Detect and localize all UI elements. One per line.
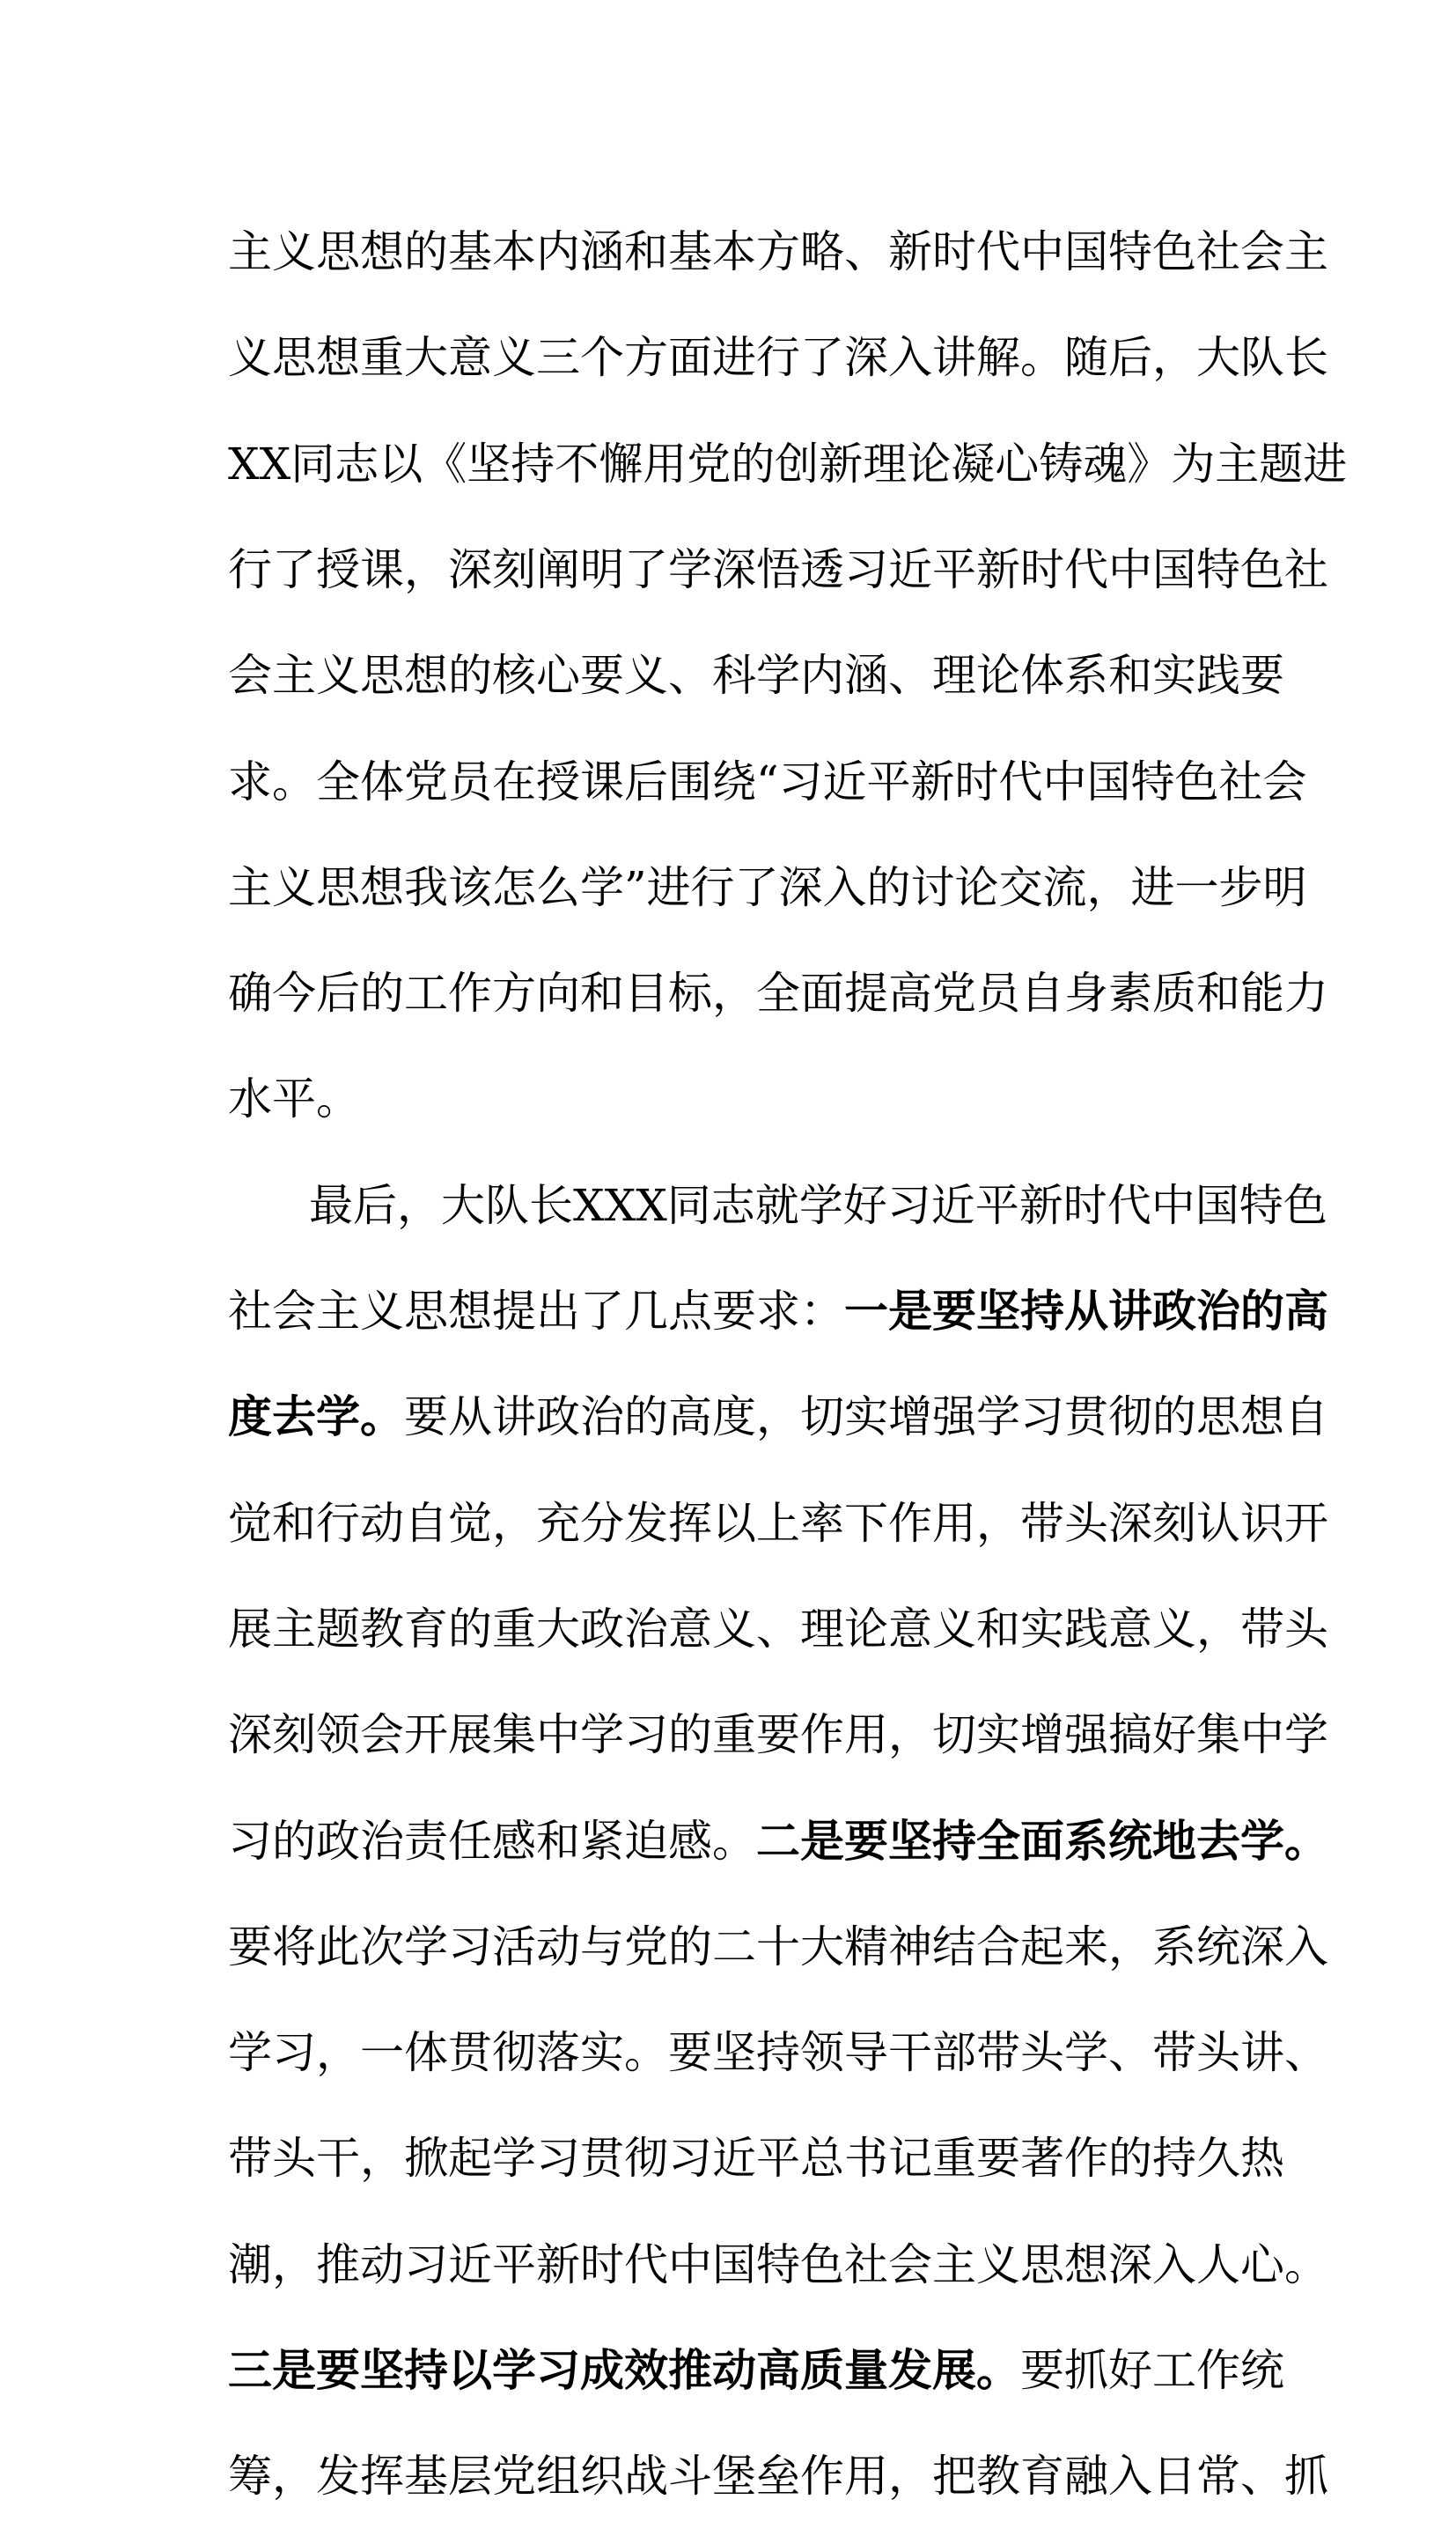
text-segment: 最后，大队长XXX同志就学好习近平新时代中国特色: [309, 1179, 1327, 1231]
text-segment: 社会主义思想提出了几点要求：: [228, 1286, 844, 1337]
text-segment: 主义思想的基本内涵和基本方略、新时代中国特色社会主: [228, 226, 1328, 277]
text-segment: 筹，发挥基层党组织战斗堡垒作用，把教育融入日常、抓: [228, 2451, 1328, 2503]
text-line: [228, 1364, 1328, 1470]
text-line: [228, 305, 1328, 410]
bold-text-segment: 三是要坚持以学习成效推动高质量发展。: [228, 2344, 1020, 2396]
text-segment: 义思想重大意义三个方面进行了深入讲解。随后，大队长: [228, 332, 1328, 384]
text-segment: 学习，一体贯彻落实。要坚持领导干部带头学、带头讲、: [228, 2027, 1328, 2079]
text-segment: 行了授课，深刻阐明了学深悟透习近平新时代中国特色社: [228, 543, 1328, 595]
bold-text-segment: 一是要坚持从讲政治的高: [844, 1285, 1328, 1337]
text-segment: 主义思想我该怎么学”进行了深入的讨论交流，进一步明: [228, 861, 1307, 913]
bold-text-segment: 二是要坚持全面系统地去学。: [756, 1814, 1328, 1867]
text-segment: 觉和行动自觉，充分发挥以上率下作用，带头深刻认识开: [228, 1497, 1328, 1549]
text-line: [228, 1894, 1328, 2000]
text-segment: 带头干，掀起学习贯彻习近平总书记重要著作的持久热: [228, 2133, 1284, 2185]
text-segment: 会主义思想的核心要义、科学内涵、理论体系和实践要: [228, 650, 1284, 702]
text-segment: 确今后的工作方向和目标，全面提高党员自身素质和能力: [228, 968, 1328, 1020]
text-line: [228, 940, 1328, 1046]
text-line: [228, 2423, 1328, 2529]
text-line: [228, 1153, 1327, 1258]
text-line: [228, 2318, 1284, 2423]
text-segment: 水平。: [228, 1073, 360, 1125]
text-segment: 要抓好工作统: [1020, 2345, 1284, 2396]
text-line: [228, 1576, 1328, 1682]
text-segment: 要将此次学习活动与党的二十大精神结合起来，系统深入: [228, 1921, 1328, 1972]
text-line: [228, 199, 1328, 305]
text-segment: 求。全体党员在授课后围绕“习近平新时代中国特色社会: [228, 756, 1307, 807]
bold-text-segment: 度去学。: [228, 1390, 404, 1443]
text-line: [228, 1788, 1328, 1894]
text-line: [228, 623, 1284, 728]
text-segment: XX同志以《坚持不懈用党的创新理论凝心铸魂》为主题进: [228, 438, 1348, 490]
text-line: [228, 2105, 1284, 2211]
text-line: [228, 2000, 1328, 2105]
text-line: [228, 517, 1328, 623]
text-segment: 展主题教育的重大政治意义、理论意义和实践意义，带头: [228, 1603, 1328, 1655]
text-segment: 深刻领会开展集中学习的重要作用，切实增强搞好集中学: [228, 1709, 1328, 1761]
text-line: [228, 1682, 1328, 1788]
text-line: [228, 411, 1348, 517]
text-segment: 潮，推动习近平新时代中国特色社会主义思想深入人心。: [228, 2238, 1328, 2290]
text-line: [228, 1471, 1328, 1576]
text-line: [228, 2212, 1328, 2318]
text-segment: 要从讲政治的高度，切实增强学习贯彻的思想自: [404, 1391, 1328, 1443]
text-line: [228, 835, 1307, 940]
text-line: [228, 1046, 1242, 1152]
text-segment: 习的政治责任感和紧迫感。: [228, 1815, 756, 1867]
text-line: [228, 729, 1307, 835]
text-line: [228, 1258, 1328, 1364]
